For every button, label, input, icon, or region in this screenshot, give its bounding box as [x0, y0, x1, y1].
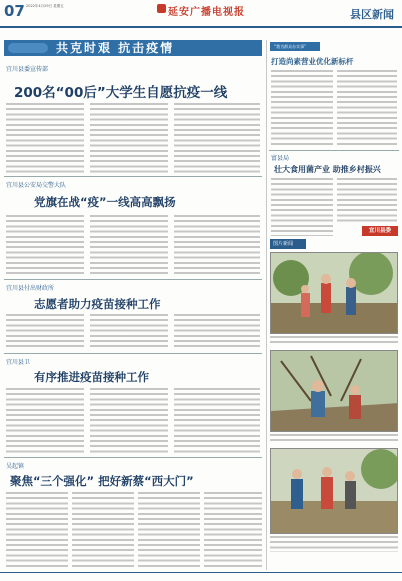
- article-body: [6, 388, 84, 454]
- news-photo: [270, 350, 398, 432]
- article-body: [6, 492, 68, 567]
- article-divider: [4, 353, 262, 354]
- article-divider: [4, 176, 262, 177]
- page-footer: [0, 572, 402, 581]
- masthead-logo-icon: [157, 4, 166, 13]
- article-headline: 有序推进疫苗接种工作: [34, 370, 149, 384]
- news-photo: [270, 448, 398, 534]
- article-body: [90, 103, 168, 173]
- article-body: [90, 388, 168, 454]
- right-headline-1: 打造尚素营业优化新标杆: [271, 57, 354, 66]
- right-body: [271, 70, 333, 148]
- article-body: [204, 492, 262, 567]
- article-headline: 聚焦“三个强化” 把好新蔡“西大门”: [10, 474, 194, 488]
- article-body: [90, 215, 168, 275]
- page-number: 07: [4, 2, 25, 20]
- article-body: [174, 103, 260, 173]
- photo-pruning-trees: [271, 351, 398, 432]
- right-body: [337, 178, 397, 224]
- photo-caption: [270, 336, 398, 346]
- photo-news-label: 图片新闻: [273, 241, 294, 247]
- article-headline: 志愿者助力疫苗接种工作: [34, 297, 161, 311]
- article-kicker: 宜川县卫: [6, 359, 31, 366]
- article-kicker: 宜川县委宣传部: [6, 66, 49, 73]
- article-kicker: 吴起镇: [6, 463, 25, 470]
- right-headline-2: 壮大食用菌产业 助推乡村振兴: [274, 165, 381, 174]
- article-headline: 党旗在战“疫”一线高高飘扬: [34, 195, 176, 209]
- page-header: [0, 0, 402, 28]
- right-body: [271, 178, 333, 236]
- article-divider: [4, 279, 262, 280]
- right-tag: [270, 42, 320, 51]
- county-logo-label: 宜川县委: [368, 228, 391, 234]
- column-divider: [266, 40, 267, 570]
- section-title: 县区新闻: [350, 8, 394, 21]
- article-body: [174, 314, 260, 350]
- article-body: [90, 314, 168, 350]
- right-tag-label: “我为群众办实事”: [274, 44, 307, 49]
- right-divider: [269, 150, 399, 151]
- county-logo: [362, 226, 398, 236]
- banner-decoration: [8, 43, 48, 53]
- photo-news-badge: [270, 239, 306, 249]
- photo-workers-orchard: [271, 253, 398, 334]
- news-photo: [270, 252, 398, 334]
- topic-banner: [4, 40, 262, 56]
- article-kicker: 宜川县公安局交警大队: [6, 182, 67, 189]
- article-body: [6, 215, 84, 275]
- photo-field-inspection: [271, 449, 398, 534]
- photo-caption: [270, 536, 398, 552]
- right-kicker: 富县局: [271, 155, 290, 162]
- right-body: [337, 70, 397, 148]
- article-body: [174, 215, 260, 275]
- article-body: [72, 492, 134, 567]
- article-body: [6, 314, 84, 350]
- masthead-title: 延安广播电视报: [168, 7, 245, 18]
- banner-title: 共克时艰 抗击疫情: [56, 41, 175, 55]
- article-body: [6, 103, 84, 173]
- article-body: [174, 388, 260, 454]
- article-divider: [4, 457, 262, 458]
- article-body: [138, 492, 200, 567]
- photo-caption: [270, 434, 398, 444]
- article-kicker: 宜川县付出财政所: [6, 285, 55, 292]
- date-line: 2022年4月29日 星期五: [26, 4, 64, 8]
- article-headline: 200名“00后”大学生自愿抗疫一线: [14, 85, 228, 101]
